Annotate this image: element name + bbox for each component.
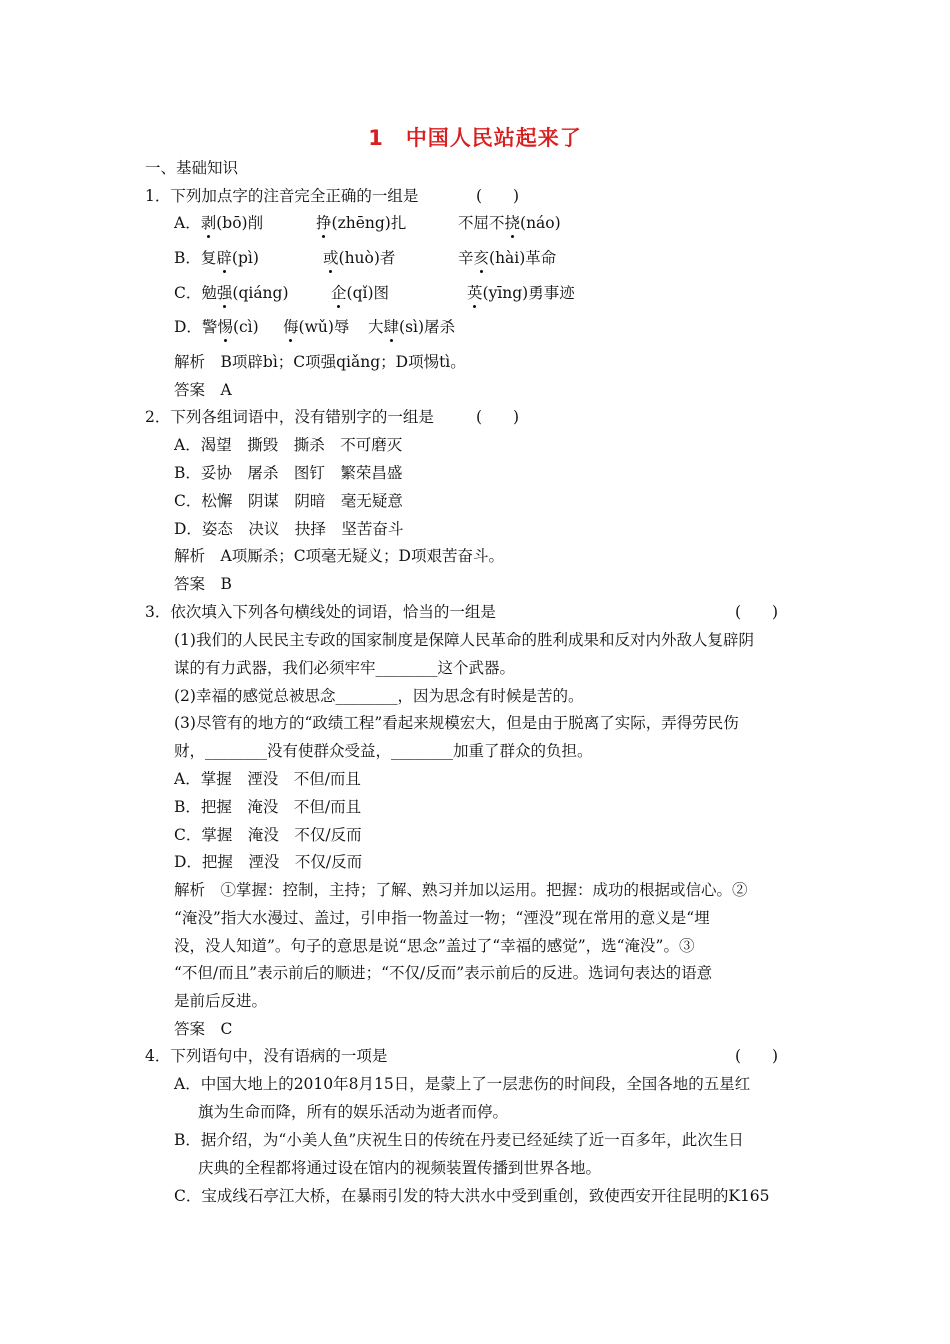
q1-option-d-2 [283, 317, 349, 337]
q1-a1-post: (bō)削 [216, 214, 264, 232]
q1-d3-post: (sì)屠杀 [399, 318, 456, 336]
q1-b1-dot: 辟 [216, 249, 232, 267]
q4-option-a-1: A．中国大地上的2010年8月15日，是蒙上了一层悲伤的时间段，全国各地的五星红 [174, 1075, 751, 1093]
q3-analysis-3: 没，没人知道”。句子的意思是说“思念”盖过了“幸福的感觉”，选“淹没”。③ [174, 937, 695, 955]
q1-c2-post: (qǐ)图 [346, 284, 389, 302]
q3-sentence-1b: 谋的有力武器，我们必须牢牢________这个武器。 [174, 659, 516, 677]
q1-b2-post: (huò)者 [338, 249, 396, 267]
q1-a1-pre: A． [174, 214, 201, 232]
q4-option-c-1: C．宝成线石亭江大桥，在暴雨引发的特大洪水中受到重创，致使西安开往昆明的K165 [174, 1187, 770, 1205]
q3-option-c: C．掌握 淹没 不仅/反而 [174, 826, 362, 844]
q4-stem: 4．下列语句中，没有语病的一项是 [145, 1047, 388, 1065]
q1-b1-post: (pì) [231, 249, 259, 267]
q1-a3-dot: 挠 [504, 214, 521, 232]
title-text: 中国人民站起来了 [405, 126, 582, 150]
q4-option-a-2: 旗为生命而降，所有的娱乐活动为逝者而停。 [198, 1103, 509, 1121]
q1-answer: 答案 A [174, 381, 232, 399]
q3-option-b: B．把握 淹没 不但/而且 [174, 798, 362, 816]
q1-option-c-1 [174, 283, 289, 303]
q1-a3-post: (náo) [520, 214, 561, 232]
q3-option-d: D．把握 湮没 不仅/反而 [174, 853, 363, 871]
q1-b3-pre: 辛 [458, 249, 474, 267]
q1-b3-dot: 亥 [473, 249, 490, 267]
q1-d3-pre: 大 [368, 318, 384, 336]
q2-answer: 答案 B [174, 575, 232, 593]
q1-b1-pre: B．复 [174, 249, 217, 267]
q3-answer-blank: ( ) [735, 603, 779, 621]
q1-b2-dot: 或 [323, 249, 339, 267]
q4-answer-blank: ( ) [735, 1047, 779, 1065]
q1-c1-dot: 强 [216, 284, 233, 302]
q1-option-a-2 [316, 213, 406, 233]
q2-option-d: D．姿态 决议 抉择 坚苦奋斗 [174, 520, 404, 538]
q3-stem: 3．依次填入下列各句横线处的词语，恰当的一组是 [145, 603, 496, 621]
q1-d2-dot: 侮 [283, 318, 299, 336]
q3-answer: 答案 C [174, 1020, 233, 1038]
q3-analysis-5: 是前后反进。 [174, 992, 268, 1010]
q4-option-b-1: B．据介绍，为“小美人鱼”庆祝生日的传统在丹麦已经延续了近一百多年，此次生日 [174, 1131, 744, 1149]
q1-option-a-3 [458, 213, 561, 233]
q1-stem: 1．下列加点字的注音完全正确的一组是 [145, 187, 419, 205]
q1-c3-dot: 英 [467, 284, 483, 302]
q1-option-b-2 [323, 248, 395, 268]
q2-option-a: A．渴望 撕毁 撕杀 不可磨灭 [174, 436, 403, 454]
q1-d1-pre: D．警 [174, 318, 218, 336]
q1-a2-post: (zhēng)扎 [331, 214, 407, 232]
q1-option-c-2 [331, 283, 389, 303]
q1-option-b-3 [458, 248, 556, 268]
q1-d1-dot: 惕 [217, 318, 233, 336]
q1-d1-post: (cì) [232, 318, 259, 336]
q3-analysis-1: 解析 ①掌握：控制，主持；了解、熟习并加以运用。把握：成功的根据或信心。② [174, 881, 748, 899]
q3-sentence-3a: (3)尽管有的地方的“政绩工程”看起来规模宏大，但是由于脱离了实际，弄得劳民伤 [174, 714, 739, 732]
q1-a2-dot: 挣 [316, 214, 332, 232]
q2-analysis: 解析 A项厮杀；C项毫无疑义；D项艰苦奋斗。 [174, 547, 504, 565]
q2-option-b: B．妥协 屠杀 图钉 繁荣昌盛 [174, 464, 403, 482]
q1-option-c-3 [467, 283, 575, 303]
q1-answer-blank: ( ) [476, 187, 520, 205]
q1-c3-post: (yīng)勇事迹 [482, 284, 575, 302]
q1-d3-dot: 肆 [383, 318, 400, 336]
q2-option-c: C．松懈 阴谋 阴暗 毫无疑意 [174, 492, 403, 510]
document-title [0, 122, 950, 152]
q4-option-b-2: 庆典的全程都将通过设在馆内的视频装置传播到世界各地。 [198, 1159, 602, 1177]
q1-option-a-1 [174, 213, 263, 233]
q2-stem: 2．下列各组词语中，没有错别字的一组是 [145, 408, 434, 426]
q1-a1-dot: 剥 [200, 214, 217, 232]
q3-sentence-1a: (1)我们的人民民主专政的国家制度是保障人民革命的胜利成果和反对内外敌人复辟阴 [174, 631, 754, 649]
q3-analysis-4: “不但/而且”表示前后的顺进；“不仅/反而”表示前后的反进。选词句表达的语意 [174, 964, 713, 982]
q1-c2-dot: 企 [331, 284, 347, 302]
q1-d2-post: (wǔ)辱 [298, 318, 350, 336]
q1-a3-pre: 不屈不 [458, 214, 505, 232]
q3-option-a: A．掌握 湮没 不但/而且 [174, 770, 361, 788]
q3-sentence-3b: 财，________没有使群众受益，________加重了群众的负担。 [174, 742, 593, 760]
q1-option-b-1 [174, 248, 259, 268]
q1-c1-pre: C．勉 [174, 284, 217, 302]
q3-sentence-2: (2)幸福的感觉总被思念________，因为思念有时候是苦的。 [174, 687, 584, 705]
q1-option-d-3 [368, 317, 455, 337]
q1-b3-post: (hài)革命 [489, 249, 557, 267]
title-number: 1 [368, 126, 384, 150]
section-heading: 一、基础知识 [145, 159, 239, 177]
q1-c1-post: (qiáng) [232, 284, 289, 302]
q1-analysis: 解析 B项辟bì；C项强qiǎng；D项惕tì。 [174, 353, 466, 371]
q3-analysis-2: “淹没”指大水漫过、盖过，引申指一物盖过一物；“湮没”现在常用的意义是“埋 [174, 909, 710, 927]
q1-option-d-1 [174, 317, 259, 337]
q2-answer-blank: ( ) [476, 408, 520, 426]
